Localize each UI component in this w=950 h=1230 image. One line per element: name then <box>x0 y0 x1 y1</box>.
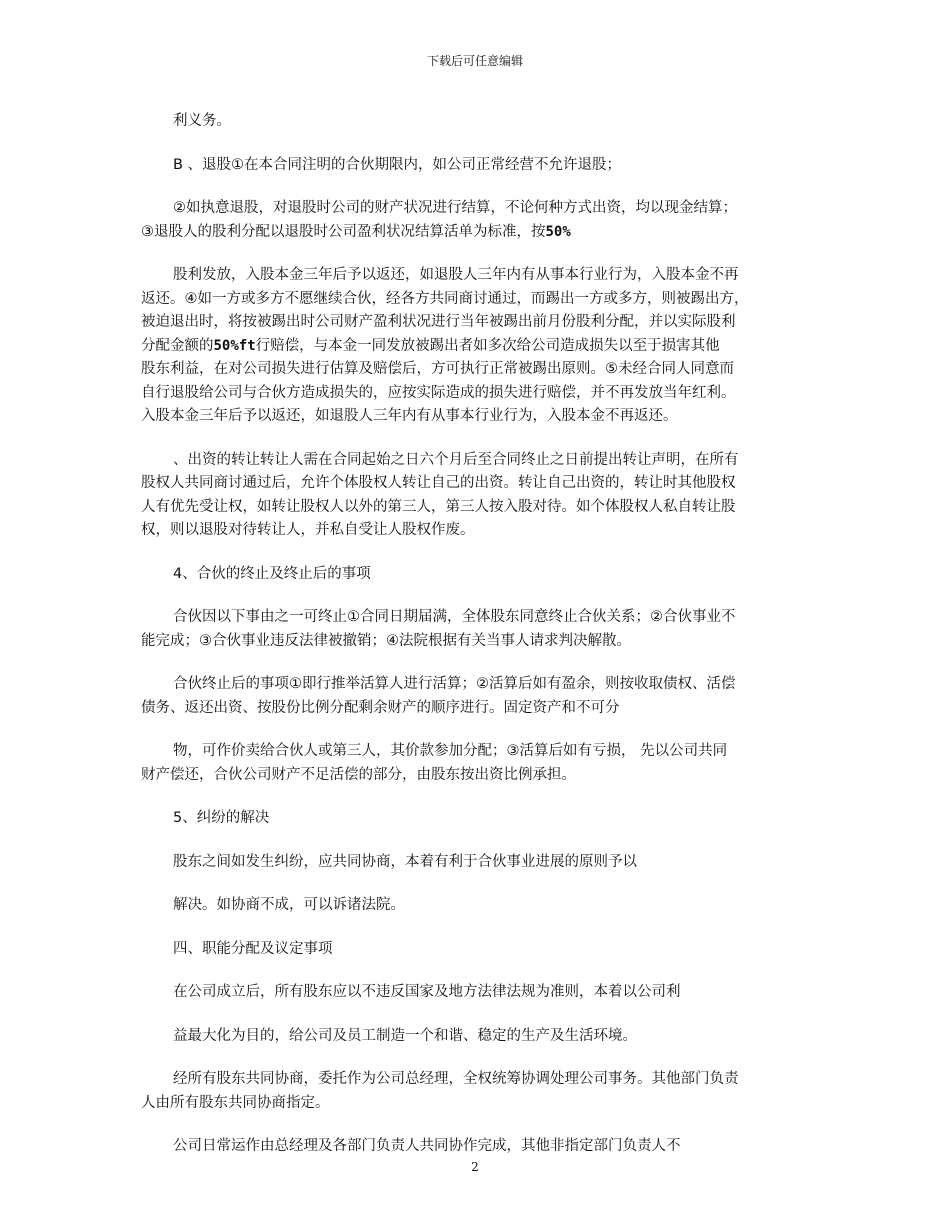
text-line: 自行退股给公司与合伙方造成损失的，应按实际造成的损失进行赔偿，并不再发放当年红利。 <box>141 384 736 401</box>
text-line <box>141 221 821 245</box>
text-line: B 、退股①在本合同注明的合伙期限内，如公司正常经营不允许退股； <box>173 156 622 173</box>
text-line: 财产偿还，合伙公司财产不足活偿的部分，由股东按出资比例承担。 <box>141 766 576 783</box>
text-line: 权，则以退股对待转让人，并私自受让人股权作废。 <box>141 522 475 538</box>
section-heading: 5、纠纷的解决 <box>173 810 270 826</box>
section-heading: 四、职能分配及议定事项 <box>173 940 333 957</box>
document-body <box>141 110 821 1159</box>
text-line: 经所有股东共同协商，委托作为公司总经理，全权统筹协调处理公司事务。其他部门负责 <box>173 1071 739 1087</box>
text-line: 益最大化为目的，给公司及员工制造一个和谐、稳定的生产及生活环境。 <box>173 1027 637 1044</box>
page-number: 2 <box>471 1160 479 1174</box>
text-line: 股权人共同商讨通过后，允许个体股权人转让自己的出资。转让自己出资的，转让时其他股权 <box>141 475 736 491</box>
text-line: 利义务。 <box>173 113 231 129</box>
text-line: 被迫退出时，将按被踢出时公司财产盈利状况进行当年被踢出前月份股利分配，并以实际股利 <box>141 314 736 330</box>
percent-value: 50% <box>545 223 571 240</box>
text-line <box>141 335 821 359</box>
text-line: 人由所有股东共同协商指定。 <box>141 1094 330 1111</box>
text-segment: 行赔偿，与本金一同发放被踢出者如多次给公司造成损失以至于损害其他 <box>255 337 720 354</box>
text-line: 能完成；③合伙事业违反法律被撤销；④法院根据有关当事人请求判决解散。 <box>141 632 631 649</box>
text-line: 物，可作价卖给合伙人或第三人，其价款参加分配；③活算后如有亏损， 先以公司共同 <box>173 743 728 759</box>
text-line: 公司日常运作由总经理及各部门负责人共同协作完成，其他非指定部门负责人不 <box>173 1138 681 1154</box>
section-heading: 4、合伙的终止及终止后的事项 <box>173 565 371 582</box>
text-line: 债务、返还出资、按股份比例分配剩余财产的顺序进行。固定资产和不可分 <box>141 699 620 716</box>
text-line: 股利发放，入股本金三年后予以返还，如退股人三年内有从事本行业行为，入股本金不再 <box>173 267 739 283</box>
page-header: 下载后可任意编辑 <box>426 54 523 68</box>
text-line: 股东利益，在对公司损失进行估算及赔偿后，方可执行正常被踢出原则。⑤未经合同人同意而 <box>141 361 734 377</box>
text-segment: 分配金额的 <box>141 337 214 354</box>
text-line: 入股本金三年后予以返还，如退股人三年内有从事本行业行为，入股本金不再返还。 <box>141 408 678 424</box>
text-line: 人有优先受让权，如转让股权人以外的第三人，第三人按入股对待。如个体股权人私自转让股 <box>141 498 736 515</box>
text-line: 、出资的转让转让人需在合同起始之日六个月后至合同终止之日前提出转让声明，在所有 <box>173 451 739 468</box>
text-line: 股东之间如发生纠纷，应共同协商，本着有利于合伙事业进展的原则予以 <box>173 853 637 870</box>
text-line: 合伙终止后的事项①即行推举活算人进行活算；②活算后如有盈余，则按收取债权、活偿 <box>173 676 736 692</box>
text-line: 合伙因以下事由之一可终止①合同日期届满，全体股东同意终止合伙关系；②合伙事业不 <box>173 609 736 625</box>
percent-value: 50%ft <box>213 337 256 354</box>
text-line: 在公司成立后，所有股东应以不违反国家及地方法律法规为准则，本着以公司利 <box>173 984 681 1000</box>
text-line: 返还。④如一方或多方不愿继续合伙，经各方共同商讨通过，而踢出一方或多方，则被踢出方， <box>141 290 749 307</box>
text-segment: ③退股人的股利分配以退股时公司盈利状况结算活单为标准，按 <box>141 223 546 240</box>
text-line: ②如执意退股，对退股时公司的财产状况进行结算，不论何种方式出资，均以现金结算； <box>173 200 737 216</box>
text-line: 解决。如协商不成，可以诉诸法院。 <box>173 897 405 913</box>
